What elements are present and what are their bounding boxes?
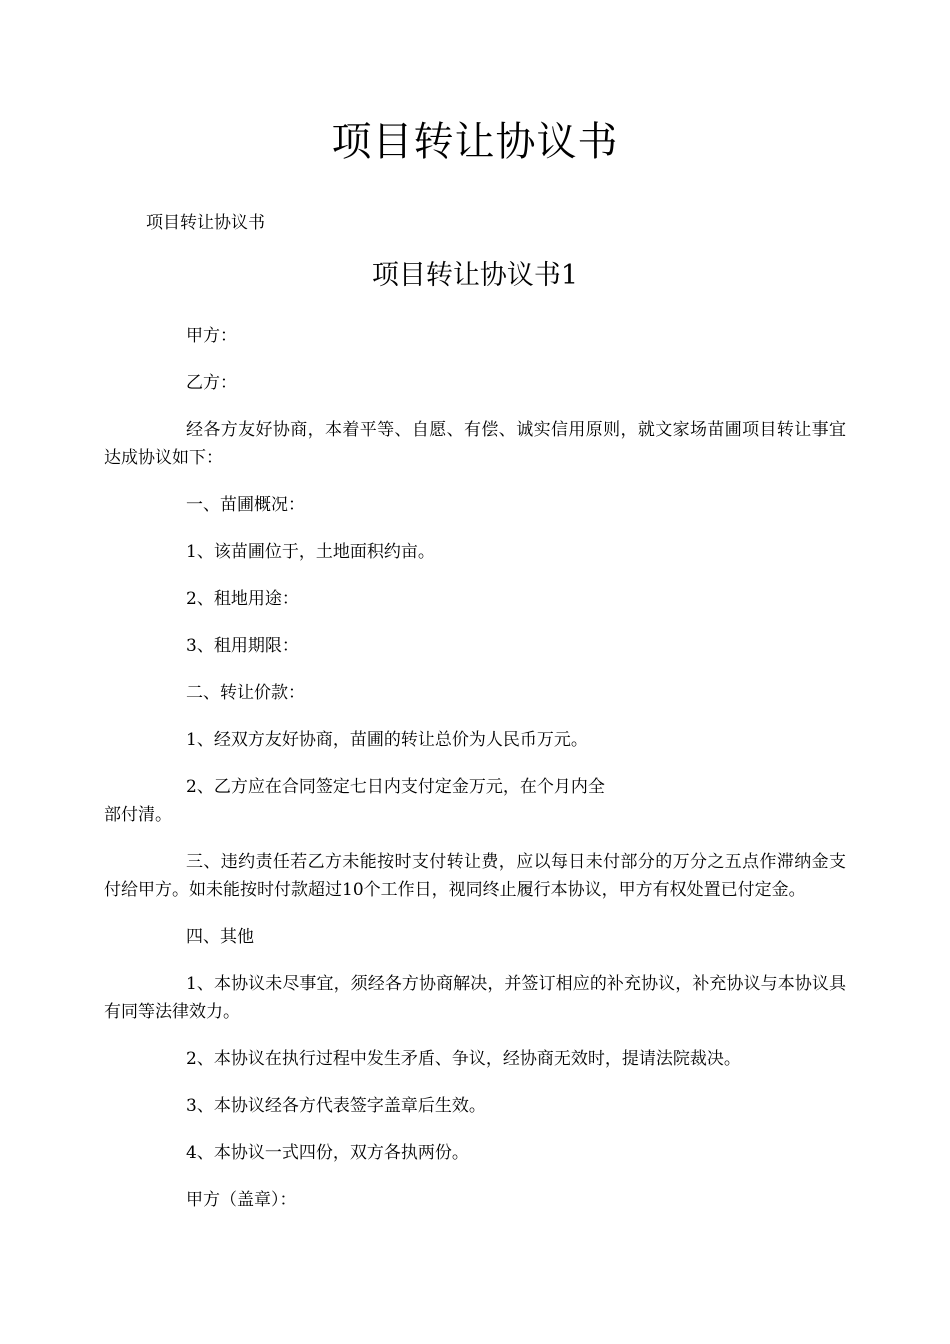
clause-4-1: 1、本协议未尽事宜，须经各方协商解决，并签订相应的补充协议，补充协议与本协议具有同等法律效力。 [104, 974, 846, 1022]
clause-1-3: 3、租用期限： [186, 636, 299, 656]
section-4-heading: 四、其他 [186, 927, 254, 947]
section-2-heading: 二、转让价款： [186, 683, 305, 703]
clause-1-1: 1、该苗圃位于，土地面积约亩。 [186, 542, 435, 562]
clause-2-2-continued: 部付清。 [104, 805, 172, 825]
clause-2-2: 2、乙方应在合同签定七日内支付定金万元，在个月内全 [186, 777, 605, 797]
document-title: 项目转让协议书1 [371, 260, 579, 291]
subheading: 项目转让协议书 [146, 213, 265, 233]
party-a-line: 甲方： [186, 326, 237, 346]
section-3-paragraph: 三、违约责任若乙方未能按时支付转让费，应以每日未付部分的万分之五点作滞纳金支付给甲方。如未能按时付款超过10个工作日，视同终止履行本协议，甲方有权处置已付定金。 [104, 852, 846, 900]
clause-2-1: 1、经双方友好协商，苗圃的转让总价为人民币万元。 [186, 730, 588, 750]
main-title: 项目转让协议书 [331, 119, 619, 165]
clause-1-2: 2、租地用途： [186, 589, 299, 609]
clause-4-3: 3、本协议经各方代表签字盖章后生效。 [186, 1096, 486, 1116]
clause-4-2: 2、本协议在执行过程中发生矛盾、争议，经协商无效时，提请法院裁决。 [186, 1049, 741, 1069]
preamble-paragraph: 经各方友好协商，本着平等、自愿、有偿、诚实信用原则，就文家场苗圃项目转让事宜达成协议如下： [104, 420, 846, 468]
section-1-heading: 一、苗圃概况： [186, 495, 305, 515]
clause-4-4: 4、本协议一式四份，双方各执两份。 [186, 1143, 469, 1163]
party-a-seal-line: 甲方（盖章）： [186, 1190, 297, 1210]
document-body [104, 322, 846, 1233]
party-b-line: 乙方： [186, 373, 237, 393]
